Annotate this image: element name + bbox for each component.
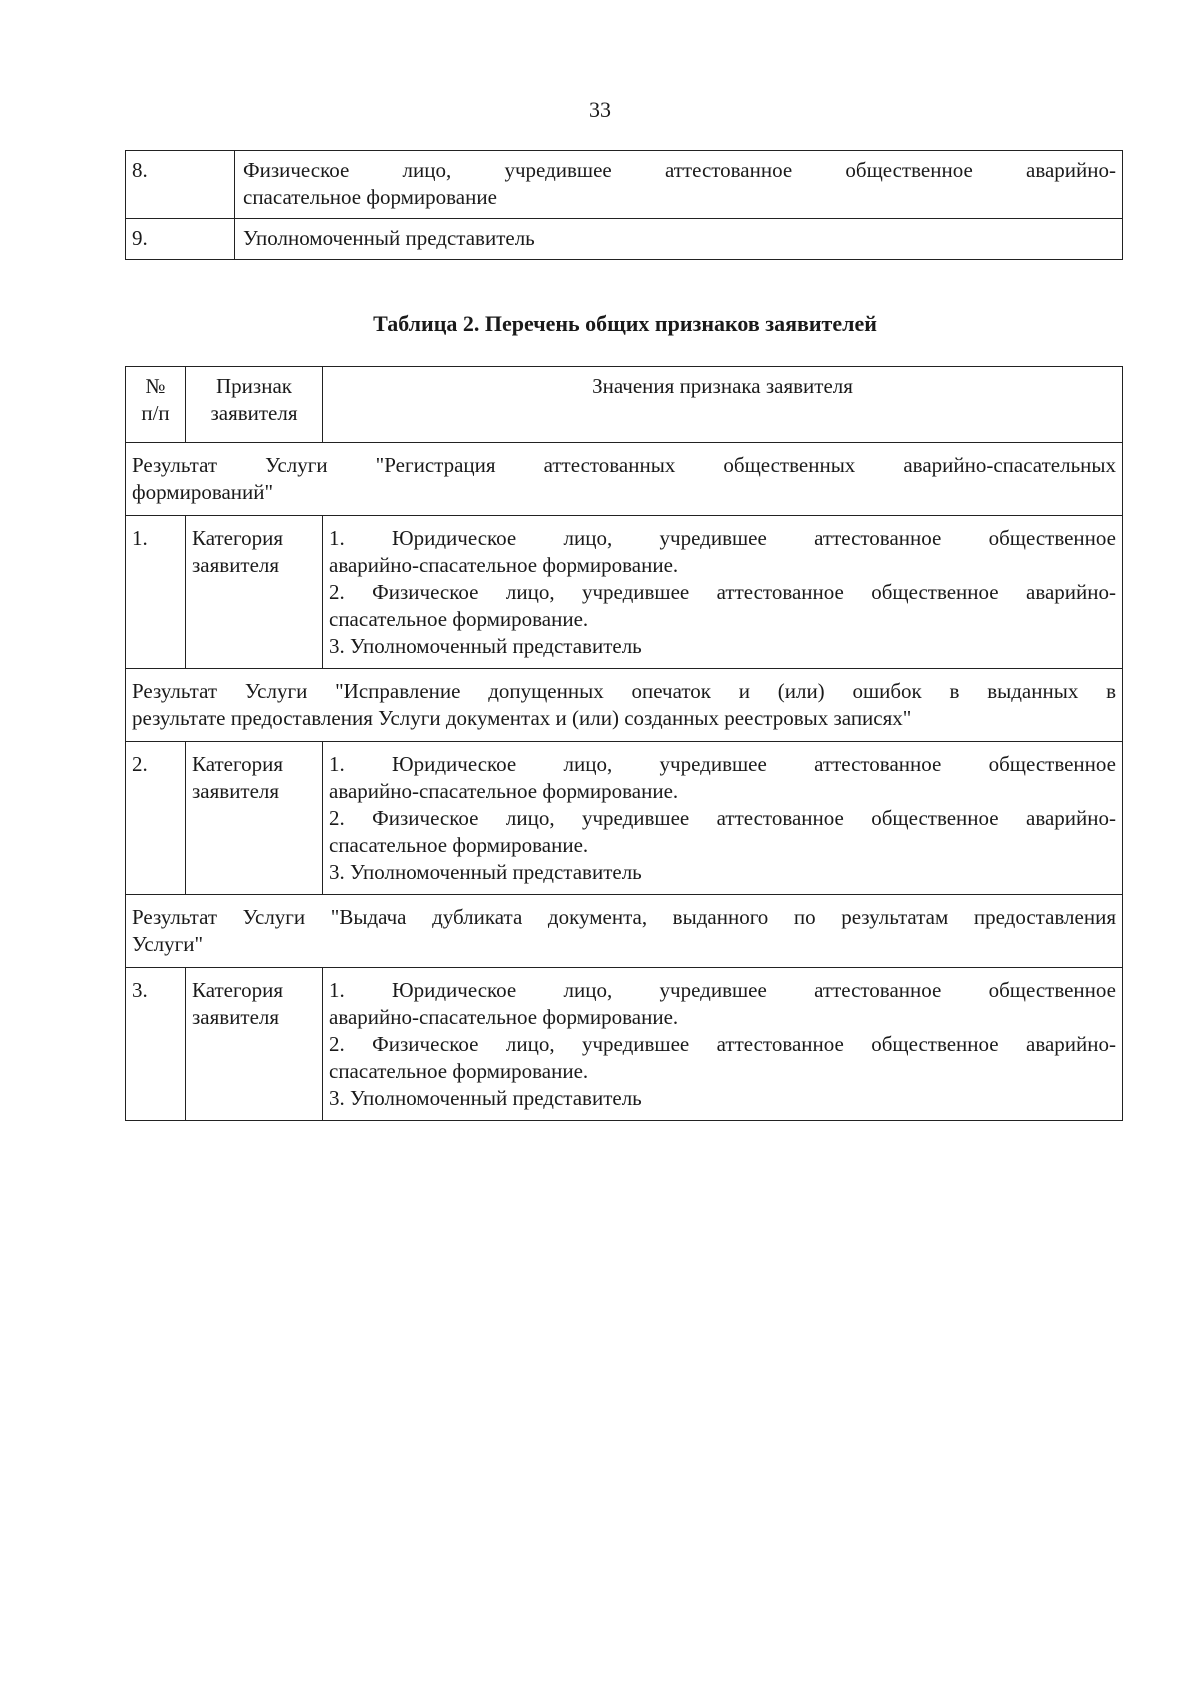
section-text-line: формирований" — [132, 480, 274, 504]
value-line: аварийно-спасательное формирование. — [329, 779, 679, 803]
table-row — [126, 742, 1123, 895]
section-text-line: результате предоставления Услуги документах и (или) созданных реестровых записях" — [132, 706, 912, 730]
section-text-line: Услуги" — [132, 932, 204, 956]
service-result-title — [126, 895, 1123, 968]
row-text — [235, 219, 1123, 260]
row-text-line: Уполномоченный представитель — [243, 226, 535, 250]
table-header-row — [126, 367, 1123, 443]
value-line: спасательное формирование. — [329, 833, 589, 857]
row-text-line: Физическое лицо, учредившее аттестованное общественное аварийно- — [243, 158, 1116, 182]
service-result-title — [126, 443, 1123, 516]
row-number: 3. — [126, 968, 186, 1121]
value-line: аварийно-спасательное формирование. — [329, 553, 679, 577]
section-text-line: Результат Услуги "Регистрация аттестованных общественных аварийно-спасательных — [132, 453, 1116, 477]
header-text: п/п — [141, 401, 170, 425]
applicant-attributes-table — [125, 366, 1123, 1121]
value-line: 3. Уполномоченный представитель — [329, 634, 642, 658]
value-line: аварийно-спасательное формирование. — [329, 1005, 679, 1029]
row-text — [235, 151, 1123, 219]
values-cell — [323, 742, 1123, 895]
table-row — [126, 151, 1123, 219]
value-line: 2. Физическое лицо, учредившее аттестованное общественное аварийно- — [329, 580, 1116, 604]
table-row — [126, 219, 1123, 260]
header-text: № — [145, 374, 166, 398]
header-text: заявителя — [210, 401, 298, 425]
attribute-cell — [186, 516, 323, 669]
value-line: 2. Физическое лицо, учредившее аттестованное общественное аварийно- — [329, 1032, 1116, 1056]
value-line: 2. Физическое лицо, учредившее аттестованное общественное аварийно- — [329, 806, 1116, 830]
service-result-title — [126, 669, 1123, 742]
attribute-text: заявителя — [192, 1005, 280, 1029]
table-row — [126, 516, 1123, 669]
page-number: 33 — [589, 97, 611, 122]
attribute-text: заявителя — [192, 779, 280, 803]
header-text: Признак — [216, 374, 292, 398]
attribute-text: заявителя — [192, 553, 280, 577]
value-line: 1. Юридическое лицо, учредившее аттестованное общественное — [329, 978, 1116, 1002]
values-cell — [323, 516, 1123, 669]
value-line: 3. Уполномоченный представитель — [329, 1086, 642, 1110]
attribute-text: Категория — [192, 752, 283, 776]
attribute-cell — [186, 968, 323, 1121]
table-title: Таблица 2. Перечень общих признаков заявителей — [373, 311, 877, 336]
section-text-line: Результат Услуги "Выдача дубликата документа, выданного по результатам предоставления — [132, 905, 1116, 929]
section-text-line: Результат Услуги "Исправление допущенных опечаток и (или) ошибок в выданных в — [132, 679, 1116, 703]
row-number: 2. — [126, 742, 186, 895]
header-values: Значения признака заявителя — [323, 367, 1123, 443]
header-attribute — [186, 367, 323, 443]
value-line: спасательное формирование. — [329, 1059, 589, 1083]
value-line: 3. Уполномоченный представитель — [329, 860, 642, 884]
attribute-cell — [186, 742, 323, 895]
row-number: 8. — [126, 151, 235, 219]
value-line: 1. Юридическое лицо, учредившее аттестованное общественное — [329, 526, 1116, 550]
section-row — [126, 669, 1123, 742]
section-row — [126, 443, 1123, 516]
values-cell — [323, 968, 1123, 1121]
section-row — [126, 895, 1123, 968]
header-number — [126, 367, 186, 443]
applicants-table-continuation — [125, 150, 1123, 260]
table-row — [126, 968, 1123, 1121]
row-text-line: спасательное формирование — [243, 185, 497, 209]
attribute-text: Категория — [192, 526, 283, 550]
value-line: 1. Юридическое лицо, учредившее аттестованное общественное — [329, 752, 1116, 776]
row-number: 1. — [126, 516, 186, 669]
value-line: спасательное формирование. — [329, 607, 589, 631]
row-number: 9. — [126, 219, 235, 260]
attribute-text: Категория — [192, 978, 283, 1002]
